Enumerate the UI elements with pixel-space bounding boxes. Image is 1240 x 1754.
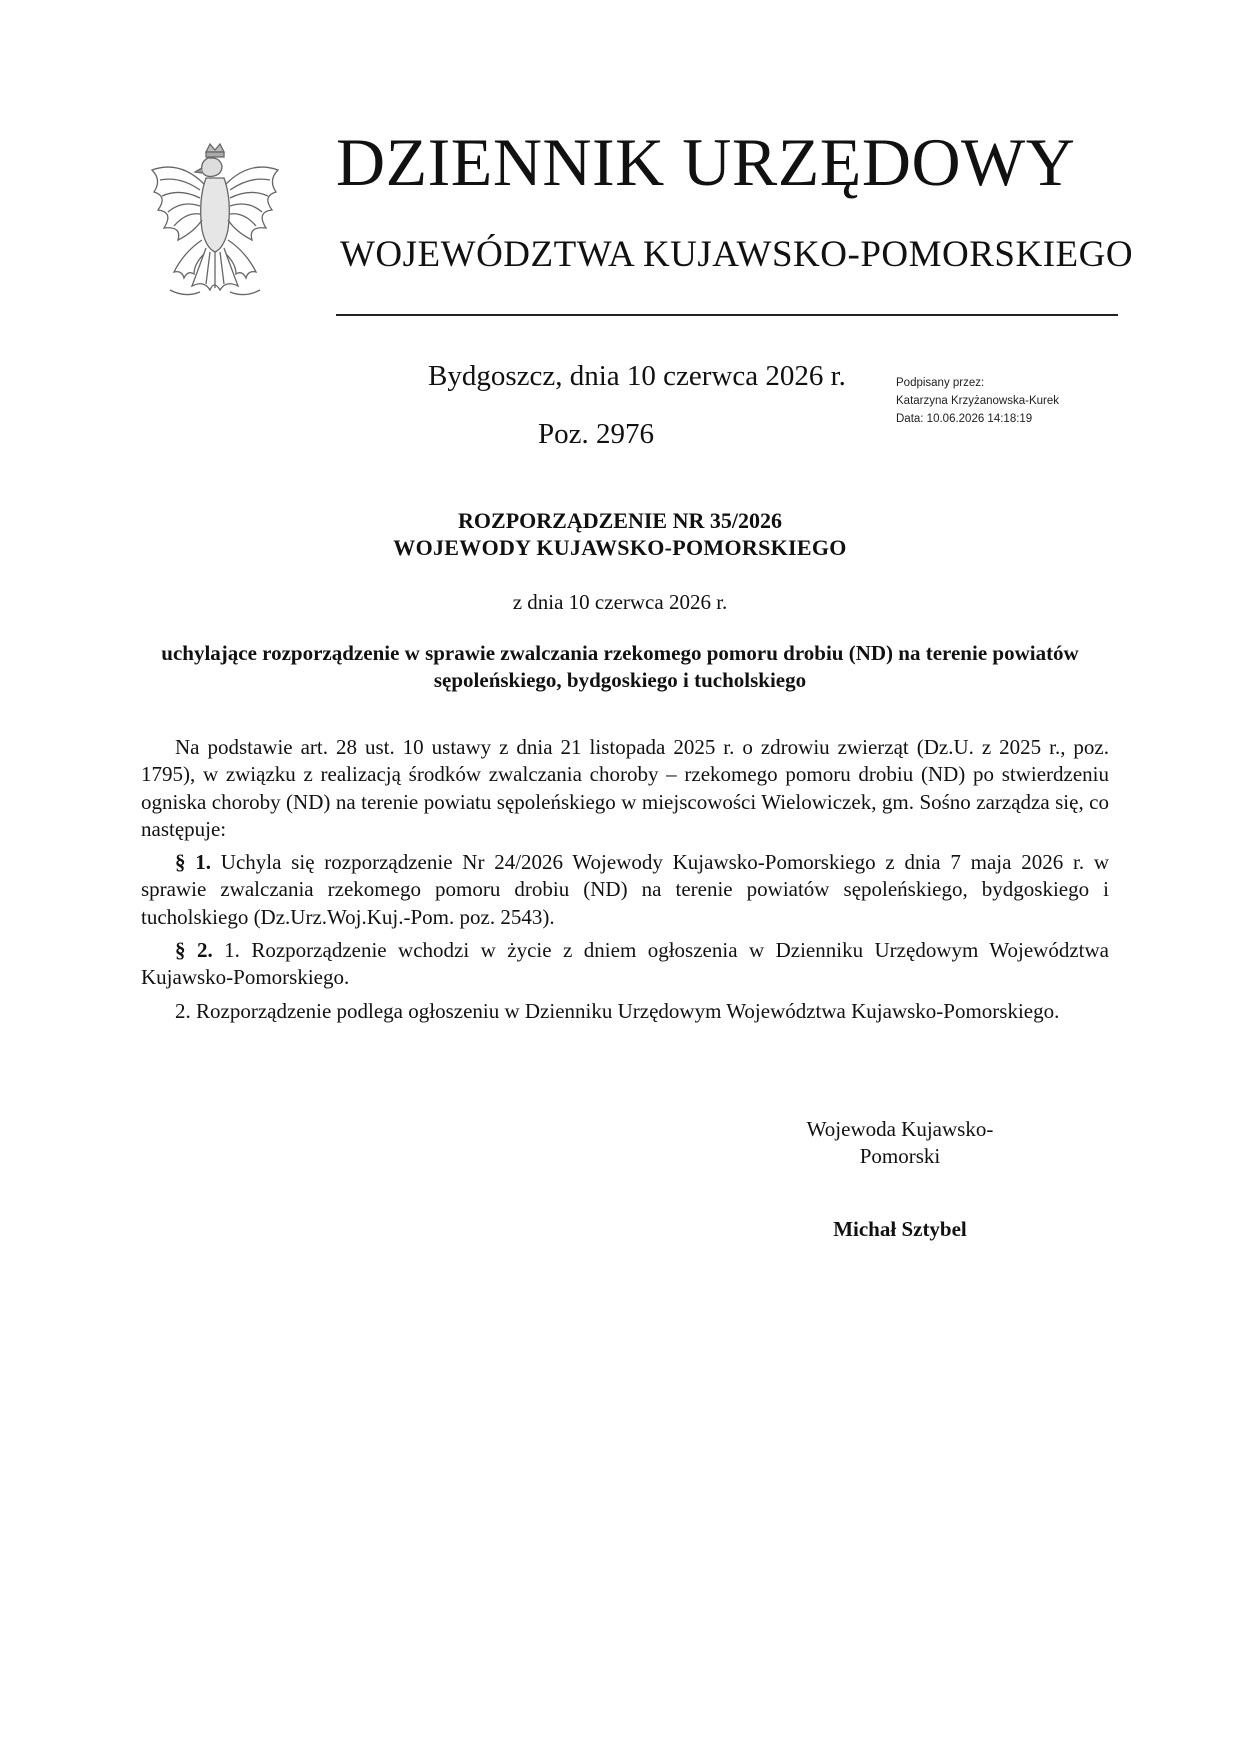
section-2-paragraph — [141, 937, 1109, 992]
signer-title-line2: Pomorski — [859, 1144, 941, 1168]
position-number: Poz. 2976 — [538, 418, 654, 450]
signature-date: Data: 10.06.2026 14:18:19 — [896, 413, 1033, 425]
section-2-text: 1. Rozporządzenie wchodzi w życie z dniem ogłoszenia w Dzienniku Urzędowym Województwa Kujawsko-Pomorskiego. — [141, 938, 1109, 990]
section-2-point-2: 2. Rozporządzenie podlega ogłoszeniu w Dzienniku Urzędowym Województwa Kujawsko-Pomorskiego. — [175, 999, 1060, 1023]
electronic-signature-stamp — [896, 374, 1059, 428]
section-1-paragraph — [141, 849, 1109, 931]
signature-signer: Katarzyna Krzyżanowska-Kurek — [896, 395, 1059, 407]
signer-title — [760, 1116, 1040, 1170]
masthead-divider — [336, 314, 1118, 316]
signer-name: Michał Sztybel — [833, 1217, 967, 1241]
legal-basis-paragraph: Na podstawie art. 28 ust. 10 ustawy z dnia 21 listopada 2025 r. o zdrowiu zwierząt (Dz.U. z 2025 r., poz. 1795), w związku z realizacją środków zwalczania choroby – rzekomego pomoru drobiu (ND) po stwierdzeniu ogniska choroby (ND) na terenie powiatu sępoleńskiego w miejscowości Wielowiczek, gm. Sośno zarządza się, co następuje: — [141, 735, 1109, 842]
section-1-text: Uchyla się rozporządzenie Nr 24/2026 Wojewody Kujawsko-Pomorskiego z dnia 7 maja 2026 r. w sprawie zwalczania rzekomego pomoru drobiu (ND) na terenie powiatów sępoleńskiego, bydgoskiego i tucholskiego (Dz.Urz.Woj.Kuj.-Pom. poz. 2543). — [141, 850, 1110, 929]
journal-title: DZIENNIK URZĘDOWY — [336, 124, 1076, 200]
signer-title-line1: Wojewoda Kujawsko- — [806, 1117, 994, 1141]
regulation-title: ROZPORZĄDZENIE NR 35/2026 — [458, 508, 782, 533]
regulation-issuer: WOJEWODY KUJAWSKO-POMORSKIEGO — [393, 535, 847, 560]
signature-label: Podpisany przez: — [896, 377, 985, 389]
place-and-date: Bydgoszcz, dnia 10 czerwca 2026 r. — [428, 360, 846, 392]
journal-subtitle: WOJEWÓDZTWA KUJAWSKO-POMORSKIEGO — [340, 234, 1134, 275]
section-2-marker: § 2. — [175, 938, 213, 962]
section-1-marker: § 1. — [175, 850, 212, 874]
polish-eagle-emblem-icon — [140, 140, 290, 315]
regulation-date: z dnia 10 czerwca 2026 r. — [512, 590, 728, 614]
regulation-subject: uchylające rozporządzenie w sprawie zwalczania rzekomego pomoru drobiu (ND) na terenie powiatów sępoleńskiego, bydgoskiego i tucholskiego — [161, 641, 1079, 692]
